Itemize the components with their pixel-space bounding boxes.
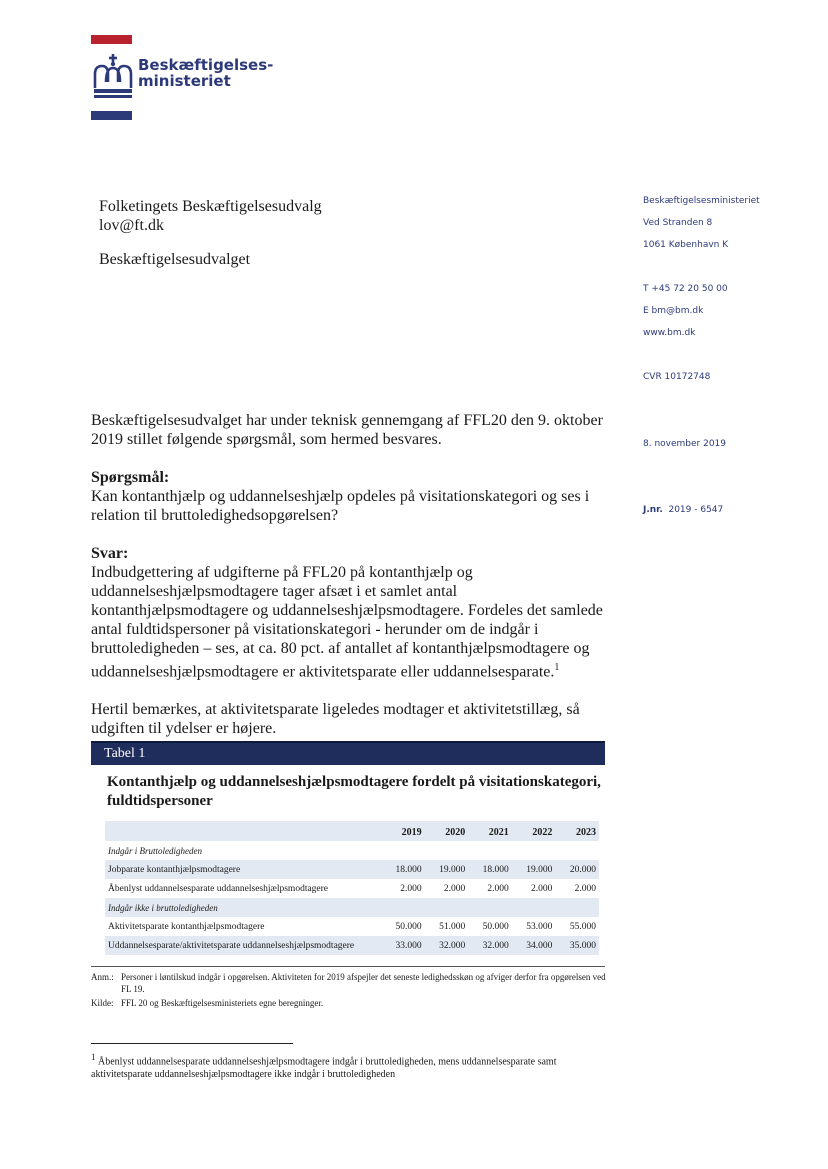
- cell: 32.000: [425, 936, 469, 955]
- row-label: Jobparate kontanthjælpsmodtagere: [105, 860, 381, 879]
- question-text: Kan kontanthjælp og uddannelseshjælp opdeles på visitationskategori og ses i relation til bruttoledighedsopgørelsen?: [91, 488, 590, 524]
- sidebar-street: Ved Stranden 8: [643, 218, 713, 228]
- cell: 2.000: [574, 883, 596, 894]
- table-row: [105, 936, 599, 955]
- sidebar-jnr: [643, 505, 723, 515]
- sidebar-city: 1061 København K: [643, 240, 729, 250]
- remark-paragraph: Hertil bemærkes, at aktivitetsparate ligeledes modtager et aktivitetstillæg, så udgiften til ydelser er højere.: [91, 701, 580, 738]
- row-label: Uddannelsesparate/aktivitetsparate uddannelseshjælpsmodtagere: [105, 936, 381, 955]
- footnote-text: Åbenlyst uddannelsesparate uddannelseshjælpsmodtagere indgår i bruttoledigheden, mens uddannelsesparate samt aktivitetsparate uddannelseshjælpsmodtagere ikke indgår i bruttoledigheden: [91, 1056, 557, 1081]
- ministry-logo: [91, 52, 291, 100]
- intro-paragraph: Beskæftigelsesudvalget har under teknisk gennemgang af FFL20 den 9. oktober 2019 stillet følgende spørgsmål, som hermed besvares.: [91, 412, 603, 448]
- sidebar-date: 8. november 2019: [643, 439, 727, 449]
- jnr-value: 2019 - 6547: [668, 505, 724, 515]
- logo-line2: ministeriet: [138, 72, 231, 90]
- sidebar-org: Beskæftigelsesministeriet: [643, 196, 760, 206]
- group-label: Indgår ikke i bruttoledigheden: [105, 898, 599, 917]
- cell: 2.000: [443, 883, 466, 894]
- group-label: Indgår i Bruttoledigheden: [108, 845, 202, 856]
- cell: 2.000: [400, 883, 422, 894]
- cell: 19.000: [512, 860, 556, 879]
- committee-name: Beskæftigelsesudvalget: [99, 251, 251, 268]
- table-bottom-rule: [91, 966, 605, 967]
- table-header-bar: Tabel 1: [91, 741, 605, 765]
- cell: 50.000: [482, 921, 509, 932]
- footnote: [91, 1051, 611, 1081]
- cell: 2.000: [487, 883, 509, 894]
- letter-body: [91, 411, 606, 738]
- year-col-2021: 2021: [468, 821, 512, 841]
- group-row: [105, 898, 599, 917]
- recipient-name: Folketingets Beskæftigelsesudvalg: [99, 198, 322, 215]
- year-col-2023: 2023: [555, 821, 599, 841]
- note-text: Personer i løntilskud indgår i opgørelsen. Aktiviteten for 2019 afspejler det seneste ledighedsskøn og afviger derfor fra opgørelsen ved FL 19.: [121, 972, 606, 994]
- source-row: [91, 997, 611, 1009]
- cell: 53.000: [526, 921, 553, 932]
- sidebar-cvr: CVR 10172748: [643, 372, 711, 382]
- group-row: [105, 841, 599, 860]
- year-col-2019: 2019: [381, 821, 425, 841]
- sidebar-email[interactable]: E bm@bm.dk: [643, 306, 704, 316]
- table-1: [91, 741, 605, 955]
- logo-bar-red: [91, 35, 132, 44]
- year-col-2022: 2022: [512, 821, 556, 841]
- table-row: [105, 860, 599, 879]
- table-row: [105, 917, 599, 936]
- cell: 35.000: [555, 936, 599, 955]
- cell: 20.000: [555, 860, 599, 879]
- logo-bar-blue: [91, 111, 132, 120]
- row-label: Åbenlyst uddannelsesparate uddannelseshjælpsmodtagere: [108, 883, 329, 894]
- recipient-email[interactable]: lov@ft.dk: [99, 217, 164, 234]
- sidebar-phone: T +45 72 20 50 00: [643, 284, 728, 294]
- answer-paragraph: [91, 563, 606, 681]
- answer-heading: Svar:: [91, 545, 129, 562]
- cell: 18.000: [468, 860, 512, 879]
- question-heading: Spørgsmål:: [91, 469, 170, 486]
- table-notes: [91, 971, 611, 1009]
- footnote-rule: [91, 1043, 293, 1044]
- cell: 51.000: [439, 921, 466, 932]
- answer-text: Indbudgettering af udgifterne på FFL20 på kontanthjælp og uddannelseshjælpsmodtagere tager afsæt i et samlet antal kontanthjælpsmodtagere og uddannelseshjælpsmodtagere. Fordeles det samlede antal fuldtidspersoner på visitationskategori - herunder om de indgår i bruttoledigheden – ses, at ca. 80 pct. af antallet af kontanthjælpsmodtagere og uddannelseshjælpsmodtagere er aktivitetsparate eller uddannelsesparate.: [91, 564, 603, 681]
- cell: 32.000: [468, 936, 512, 955]
- table-title: Kontanthjælp og uddannelseshjælpsmodtagere fordelt på visitationskategori, fuldtidspersoner: [107, 774, 601, 809]
- row-label: Aktivitetsparate kontanthjælpsmodtagere: [108, 921, 265, 932]
- footnote-ref[interactable]: 1: [554, 662, 560, 673]
- footnote-number: 1: [91, 1052, 96, 1062]
- jnr-label: J.nr.: [643, 505, 663, 515]
- source-text: FFL 20 og Beskæftigelsesministeriets egne beregninger.: [121, 998, 324, 1008]
- cell: 33.000: [381, 936, 425, 955]
- table-row: [105, 879, 599, 898]
- cell: 50.000: [395, 921, 422, 932]
- year-col-2020: 2020: [425, 821, 469, 841]
- data-table: [105, 821, 599, 955]
- cell: 2.000: [531, 883, 553, 894]
- recipient-block: [99, 197, 322, 235]
- table-header-row: [105, 821, 599, 841]
- source-label: Kilde:: [91, 998, 114, 1008]
- cell: 34.000: [512, 936, 556, 955]
- logo-line1: Beskæftigelses-: [138, 56, 274, 74]
- note-row: [91, 971, 611, 995]
- crown-icon: [91, 52, 135, 100]
- cell: 55.000: [569, 921, 596, 932]
- sidebar-web[interactable]: www.bm.dk: [643, 328, 696, 338]
- cell: 19.000: [425, 860, 469, 879]
- cell: 18.000: [381, 860, 425, 879]
- note-label: Anm.:: [91, 972, 114, 982]
